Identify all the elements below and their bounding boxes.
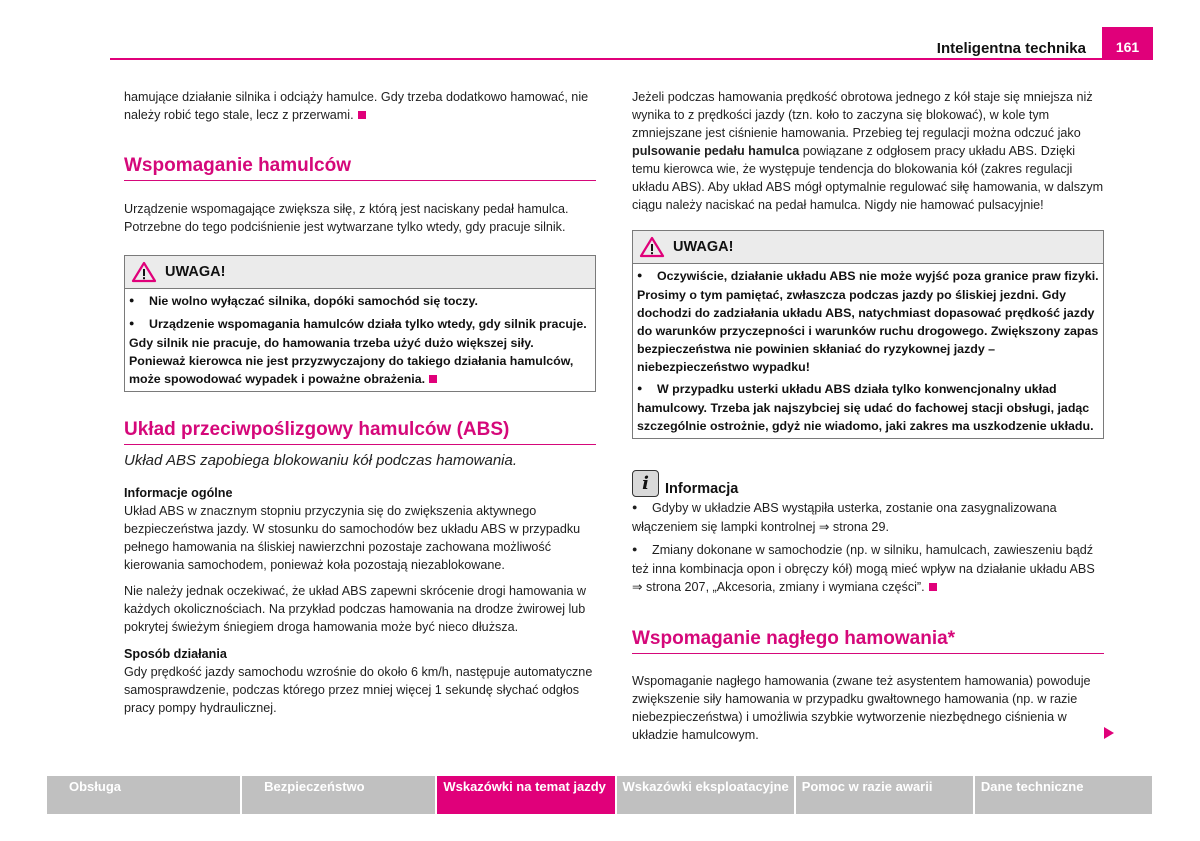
warning-item: ●Oczywiście, działanie układu ABS nie może wyjść poza granice praw fizyki. Prosimy o tym pamiętać, zwłaszcza podczas jazdy po śliskiej jezdni. Gdy dochodzi do zadziałania układu ABS, natychmiast dopasować prędkość jazdy do warunków przyczepności i warunków ruchu drogowego. Zwiększony zapas bezpieczeństwa nie powinien skłaniać do ryzykownej jazdy – niebezpieczeństwo wypadku! (637, 267, 1099, 376)
section-heading-brake-assist: Wspomaganie hamulców (124, 155, 596, 181)
warning-body (125, 289, 595, 391)
bullet-icon (632, 499, 652, 518)
bullet-icon (637, 267, 657, 286)
warning-triangle-icon (131, 261, 157, 283)
nav-tab-wskazowki-eksploatacyjne[interactable]: Wskazówki eksploatacyjne (617, 776, 794, 814)
brake-assist-paragraph: Urządzenie wspomagające zwiększa siłę, z którą jest naciskany pedał hamulca. Potrzebne do tego podciśnienie jest wytwarzane tylko wtedy, gdy pracuje silnik. (124, 202, 569, 234)
subheading-general-info: Informacje ogólne (124, 486, 233, 500)
bullet-icon (632, 541, 652, 560)
continue-arrow-icon (1104, 727, 1114, 739)
warning-title: UWAGA! (673, 239, 734, 255)
info-item: ●Gdyby w układzie ABS wystąpiła usterka, zostanie ona zasygnalizowana włączeniem się lampki kontrolnej ⇒ strona 29. (632, 499, 1104, 536)
chapter-title: Inteligentna technika (936, 40, 1086, 57)
warning-item: ●Urządzenie wspomagania hamulców działa tylko wtedy, gdy silnik pracuje. Gdy silnik nie pracuje, do hamowania trzeba użyć dużo większej siły. Ponieważ kierowca nie jest przyzwyczajony do takiego działania hamulców, może spowodować wypadek i poważne obrażenia. (129, 315, 591, 388)
warning-triangle-icon (639, 236, 665, 258)
info-header (632, 470, 1104, 497)
abs-operation-paragraph: Gdy prędkość jazdy samochodu wzrośnie do około 6 km/h, następuje automatyczne samosprawdzenie, podczas którego przez mniej więcej 1 sekundę słychać odgłos pracy pompy hydraulicznej. (124, 665, 593, 715)
abs-regulation-paragraph: Jeżeli podczas hamowania prędkość obrotowa jednego z kół staje się mniejsza niż wynika to z prędkości jazdy (tzn. koło to zaczyna się blokować), w kole tym zmniejszane jest ciśnienie hamowania. Przebieg tej regulacji można odczuć jako pulsowanie pedału hamulca powiązane z odgłosem pracy układu ABS. Dzięki temu kierowca wie, że występuje tendencja do blokowania kół (zakres regulacji układu ABS). Aby układ ABS mógł optymalnie regulować siłę hamowania, w dalszym ciągu należy naciskać na pedał hamulca. Nigdy nie hamować pulsacyjnie! (632, 90, 1104, 212)
section-heading-abs: Układ przeciwpoślizgowy hamulców (ABS) (124, 419, 596, 445)
emergency-brake-paragraph: Wspomaganie nagłego hamowania (zwane też asystentem hamowania) powoduje zwiększenie siły hamowania w przypadku gwałtownego hamowania (np. w razie niebezpieczeństwa) i umożliwia szybkie wytworzenie niezbędnego ciśnienia w układzie hamulcowym. (632, 674, 1091, 742)
end-of-section-marker (929, 583, 937, 591)
warning-title: UWAGA! (165, 264, 226, 280)
warning-box (124, 255, 596, 392)
warning-header (633, 231, 1103, 264)
subheading-operation: Sposób działania (124, 647, 227, 661)
abs-general-paragraph: Układ ABS w znacznym stopniu przyczynia się do zwiększenia aktywnego bezpieczeństwa jazdy. W stosunku do samochodów bez układu ABS w przypadku pełnego hamowania na śliskiej nawierzchni pozostaje zachowana możliwość kierowania samochodem, ponieważ koła pozostają niezablokowane. (124, 504, 581, 572)
warning-item: ●W przypadku usterki układu ABS działa tylko konwencjonalny układ hamulcowy. Trzeba jak najszybciej się udać do fachowej stacji obsługi, jadąc szczególnie ostrożnie, gdyż nie wiadomo, jaki zakres ma uszkodzenie układu. (637, 380, 1099, 435)
section-heading-emergency-brake-assist: Wspomaganie nagłego hamowania* (632, 628, 1104, 654)
warning-body (633, 264, 1103, 438)
nav-tab-obsluga[interactable]: Obsługa (47, 776, 240, 814)
page-number: 161 (1102, 27, 1153, 60)
abs-general-paragraph: Nie należy jednak oczekiwać, że układ ABS zapewni skrócenie drogi hamowania w każdych okolicznościach. Na przykład podczas hamowania na drodze żwirowej lub pokrytej świeżym śniegiem droga hamowania może być nieco dłuższa. (124, 584, 587, 634)
end-of-section-marker (358, 111, 366, 119)
chapter-navigation (47, 776, 1152, 814)
bullet-icon (129, 292, 149, 311)
header-rule (110, 58, 1153, 60)
info-title: Informacja (665, 481, 739, 497)
nav-tab-pomoc-awarii[interactable]: Pomoc w razie awarii (796, 776, 973, 814)
warning-box (632, 230, 1104, 439)
warning-item: ●Nie wolno wyłączać silnika, dopóki samochód się toczy. (129, 292, 591, 311)
info-box (632, 470, 1104, 596)
warning-header (125, 256, 595, 289)
bullet-icon (129, 315, 149, 334)
nav-tab-bezpieczenstwo[interactable]: Bezpieczeństwo (242, 776, 435, 814)
intro-paragraph: hamujące działanie silnika i odciąży hamulce. Gdy trzeba dodatkowo hamować, nie należy robić tego stale, lecz z przerwami. (124, 90, 589, 122)
bullet-icon (637, 380, 657, 399)
end-of-section-marker (429, 375, 437, 383)
abs-lead-text: Układ ABS zapobiega blokowaniu kół podczas hamowania. (124, 452, 518, 469)
abs-general-info (124, 484, 596, 717)
info-item: ●Zmiany dokonane w samochodzie (np. w silniku, hamulcach, zawieszeniu bądź też inna kombinacja opon i obręczy kół) mogą mieć wpływ na działanie układu ABS ⇒ strona 207, „Akcesoria, zmiany i wymiana części”. (632, 541, 1104, 596)
nav-tab-wskazowki-jazdy[interactable]: Wskazówki na temat jazdy (437, 776, 614, 814)
info-icon: i (632, 470, 659, 497)
nav-tab-dane-techniczne[interactable]: Dane techniczne (975, 776, 1152, 814)
